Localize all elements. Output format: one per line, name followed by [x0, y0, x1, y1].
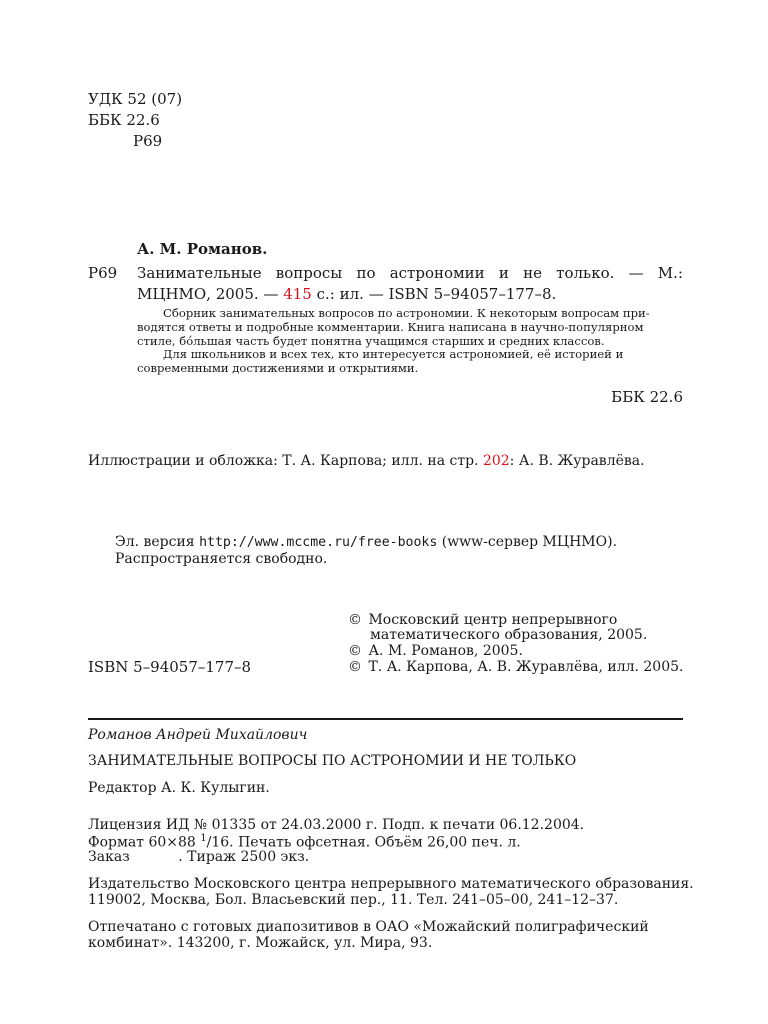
abstract-line-4: Для школьников и всех тех, кто интересуется астрономией, её историей и: [163, 347, 624, 361]
copyright-line-3: [348, 659, 683, 675]
illustrations-author: : А. В. Журавлёва.: [509, 453, 645, 469]
format-details: . Печать офсетная. Объём 26,00 печ. л.: [229, 834, 521, 851]
copyright-org: Московский центр непрерывного: [368, 612, 618, 628]
colophon-format: [88, 833, 521, 851]
colophon-title: ЗАНИМАТЕЛЬНЫЕ ВОПРОСЫ ПО АСТРОНОМИИ И НЕ ТОЛЬКО: [88, 753, 577, 769]
author-mark: Р69: [133, 132, 163, 150]
abstract-line-2: водятся ответы и подробные комментарии. Книга написана в научно-популярном: [137, 320, 644, 334]
record-code: Р69: [88, 264, 118, 282]
publisher-line-2: 119002, Москва, Бол. Власьевский пер., 11. Тел. 241–05–00, 241–12–37.: [88, 892, 619, 908]
record-author: А. М. Романов.: [137, 240, 268, 258]
isbn: ISBN 5–94057–177–8: [88, 658, 252, 676]
copyright-icon: ©: [348, 643, 362, 659]
abstract-line-3: стиле, бóльшая часть будет понятна учащимся старших и средних классов.: [137, 334, 605, 348]
colophon-editor: Редактор А. К. Кулыгин.: [88, 780, 270, 796]
abstract-line-5: современными достижениями и открытиями.: [137, 361, 419, 375]
copyright-icon: ©: [348, 659, 362, 675]
illustrations-credit: [88, 453, 645, 469]
copyright-author: А. М. Романов, 2005.: [368, 643, 523, 659]
record-bbk: ББК 22.6: [611, 388, 683, 406]
printer-line-1: Отпечатано с готовых диапозитивов в ОАО «Можайский полиграфический: [88, 919, 649, 935]
electronic-version-line: [115, 534, 617, 550]
udk-code: УДК 52 (07): [88, 90, 183, 108]
printer-line-2: комбинат». 143200, г. Можайск, ул. Мира, 93.: [88, 935, 433, 951]
copyright-illustrators: Т. А. Карпова, А. В. Журавлёва, илл. 2005.: [368, 659, 684, 675]
free-books-url[interactable]: http://www.mccme.ru/free-books: [199, 535, 438, 550]
copyright-line-1-cont: математического образования, 2005.: [370, 627, 648, 643]
copyright-line-1: [348, 612, 617, 628]
publisher-line-1: Издательство Московского центра непрерывного математического образования.: [88, 876, 694, 892]
copyright-line-2: [348, 643, 523, 659]
illustration-page-link[interactable]: 202: [482, 453, 510, 469]
electronic-version-label: Эл. версия: [115, 534, 195, 550]
bbk-code: ББК 22.6: [88, 111, 160, 129]
page-count-link[interactable]: 415: [283, 285, 312, 303]
electronic-version-server: (www-сервер МЦНМО).: [441, 534, 618, 550]
format-numerator: 1: [200, 833, 207, 844]
format-size: Формат 60×88: [88, 834, 196, 851]
record-publisher: МЦНМО, 2005. —: [137, 285, 279, 303]
colophon-order: [88, 849, 309, 865]
distribution-note: Распространяется свободно.: [115, 551, 328, 567]
colophon-license: Лицензия ИД № 01335 от 24.03.2000 г. Подп. к печати 06.12.2004.: [88, 817, 585, 833]
format-denominator: /16: [206, 834, 230, 851]
record-title-line2: [137, 285, 556, 303]
order-label: Заказ: [88, 849, 130, 865]
colophon-author: Романов Андрей Михайлович: [88, 727, 308, 743]
record-title-line1: Занимательные вопросы по астрономии и не только. — М.:: [137, 264, 683, 282]
abstract-line-1: Сборник занимательных вопросов по астрономии. К некоторым вопросам при-: [163, 306, 650, 320]
print-run: . Тираж 2500 экз.: [178, 849, 310, 865]
copyright-icon: ©: [348, 612, 362, 628]
record-isbn-tail: с.: ил. — ISBN 5–94057–177–8.: [316, 285, 557, 303]
illustrations-text: Иллюстрации и обложка: Т. А. Карпова; илл. на стр.: [88, 453, 479, 469]
colophon-divider: [88, 718, 683, 720]
